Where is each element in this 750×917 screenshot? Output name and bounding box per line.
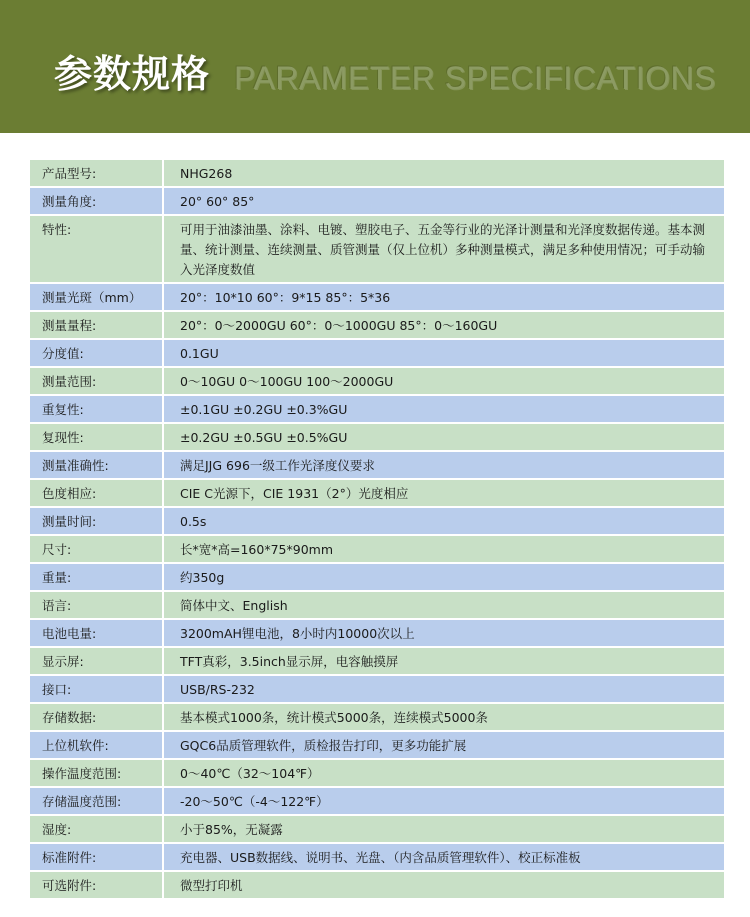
spec-value: CIE C光源下，CIE 1931（2°）光度相应 [164, 480, 724, 506]
page-title: 参数规格 [54, 52, 211, 96]
spec-value: 0.1GU [164, 340, 724, 366]
spec-label: 测量量程: [30, 312, 162, 338]
spec-label: 色度相应: [30, 480, 162, 506]
table-row [30, 564, 724, 590]
spec-label: 分度值: [30, 340, 162, 366]
spec-label: 测量时间: [30, 508, 162, 534]
spec-label: 特性: [30, 216, 162, 282]
spec-value: -20～50℃（-4～122℉） [164, 788, 724, 814]
table-row [30, 452, 724, 478]
table-row [30, 872, 724, 898]
table-row [30, 816, 724, 842]
spec-value: ±0.1GU ±0.2GU ±0.3%GU [164, 396, 724, 422]
table-row [30, 592, 724, 618]
spec-value: 简体中文、English [164, 592, 724, 618]
spec-value: 长*宽*高=160*75*90mm [164, 536, 724, 562]
spec-label: 测量范围: [30, 368, 162, 394]
table-row [30, 620, 724, 646]
spec-label: 语言: [30, 592, 162, 618]
table-row [30, 424, 724, 450]
table-row [30, 340, 724, 366]
table-row [30, 480, 724, 506]
spec-value: ±0.2GU ±0.5GU ±0.5%GU [164, 424, 724, 450]
page-subtitle: PARAMETER SPECIFICATIONS [234, 60, 716, 96]
spec-value: 20° 60° 85° [164, 188, 724, 214]
spec-label: 存储数据: [30, 704, 162, 730]
spec-label: 测量光斑（mm） [30, 284, 162, 310]
spec-table [30, 160, 724, 898]
spec-value: 基本模式1000条，统计模式5000条，连续模式5000条 [164, 704, 724, 730]
spec-label: 标准附件: [30, 844, 162, 870]
spec-label: 产品型号: [30, 160, 162, 186]
spec-label: 复现性: [30, 424, 162, 450]
spec-label: 重量: [30, 564, 162, 590]
spec-label: 可选附件: [30, 872, 162, 898]
table-row [30, 676, 724, 702]
spec-value: 可用于油漆油墨、涂料、电镀、塑胶电子、五金等行业的光泽计测量和光泽度数据传递。基本测量、统计测量、连续测量、质管测量（仅上位机）多种测量模式，满足多种使用情况；可手动输入光泽度数值 [164, 216, 724, 282]
spec-label: 重复性: [30, 396, 162, 422]
spec-value: GQC6品质管理软件，质检报告打印，更多功能扩展 [164, 732, 724, 758]
table-row [30, 732, 724, 758]
table-row [30, 396, 724, 422]
spec-value: TFT真彩，3.5inch显示屏，电容触摸屏 [164, 648, 724, 674]
table-row [30, 788, 724, 814]
table-row [30, 844, 724, 870]
spec-value: USB/RS-232 [164, 676, 724, 702]
spec-label: 上位机软件: [30, 732, 162, 758]
spec-value: 小于85%，无凝露 [164, 816, 724, 842]
table-row [30, 704, 724, 730]
table-row [30, 368, 724, 394]
spec-value: 0～10GU 0～100GU 100～2000GU [164, 368, 724, 394]
spec-label: 测量准确性: [30, 452, 162, 478]
spec-value: 0～40℃（32～104℉） [164, 760, 724, 786]
table-row [30, 312, 724, 338]
spec-label: 接口: [30, 676, 162, 702]
spec-value: 0.5s [164, 508, 724, 534]
spec-value: 3200mAH锂电池，8小时内10000次以上 [164, 620, 724, 646]
spec-value: 20°：0～2000GU 60°：0～1000GU 85°：0～160GU [164, 312, 724, 338]
spec-value: 满足JJG 696一级工作光泽度仪要求 [164, 452, 724, 478]
spec-value: NHG268 [164, 160, 724, 186]
spec-label: 测量角度: [30, 188, 162, 214]
spec-label: 电池电量: [30, 620, 162, 646]
table-row [30, 188, 724, 214]
spec-label: 操作温度范围: [30, 760, 162, 786]
table-row [30, 648, 724, 674]
table-row [30, 216, 724, 282]
spec-value: 充电器、USB数据线、说明书、光盘、（内含品质管理软件）、校正标准板 [164, 844, 724, 870]
table-row [30, 508, 724, 534]
spec-label: 存储温度范围: [30, 788, 162, 814]
table-row [30, 536, 724, 562]
spec-label: 尺寸: [30, 536, 162, 562]
spec-label: 显示屏: [30, 648, 162, 674]
table-row [30, 760, 724, 786]
table-row [30, 284, 724, 310]
spec-value: 微型打印机 [164, 872, 724, 898]
spec-value: 约350g [164, 564, 724, 590]
header-banner [0, 0, 750, 133]
table-row [30, 160, 724, 186]
spec-label: 湿度: [30, 816, 162, 842]
spec-value: 20°：10*10 60°：9*15 85°：5*36 [164, 284, 724, 310]
